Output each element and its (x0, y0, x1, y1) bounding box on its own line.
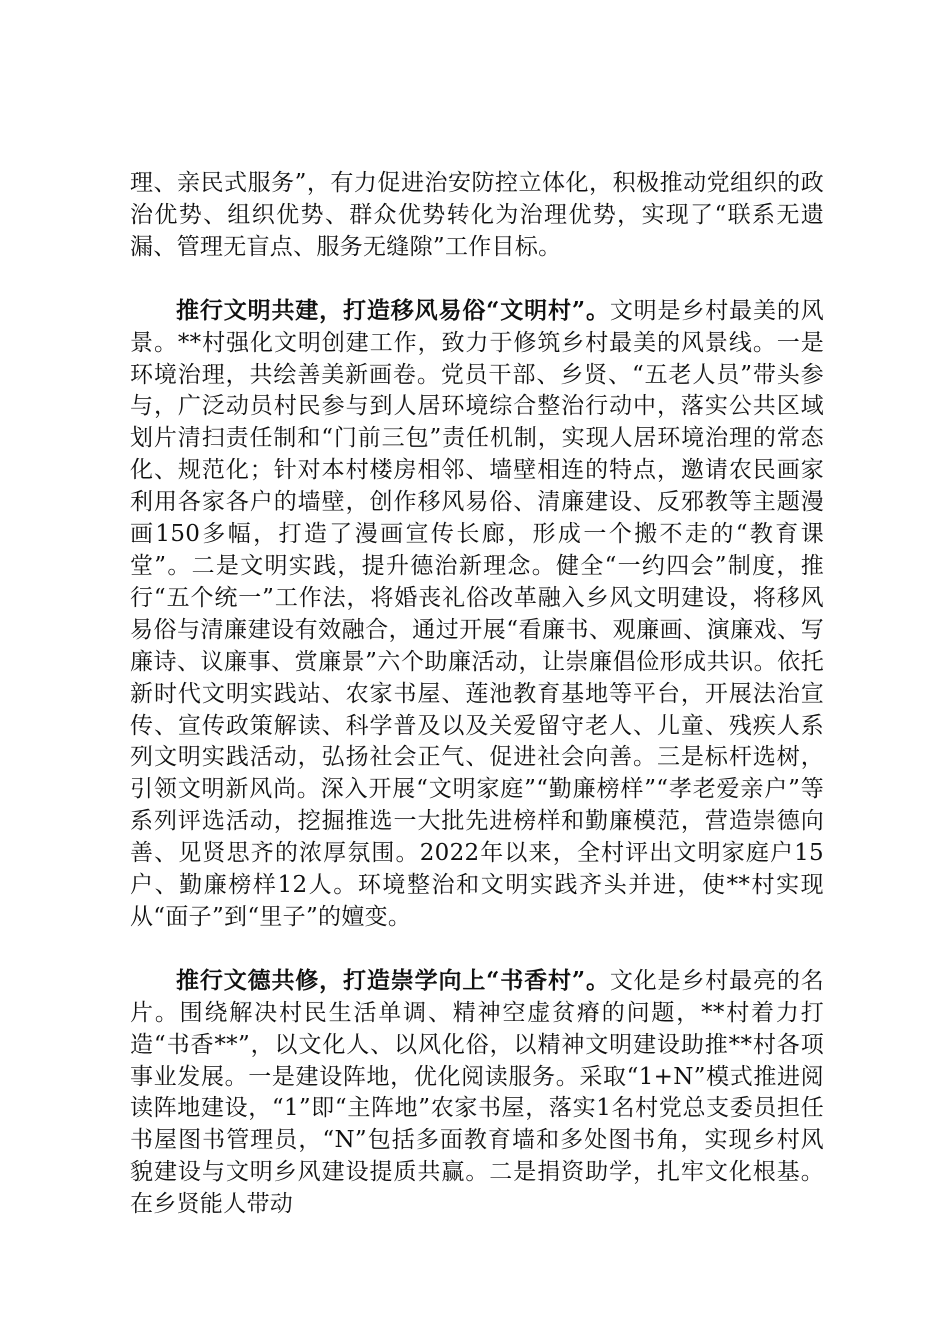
paragraph-body: 文明是乡村最美的风景。**村强化文明创建工作，致力于修筑乡村最美的风景线。一是环境治理，共绘善美新画卷。党员干部、乡贤、“五老人员”带头参与，广泛动员村民参与到人居环境综合整治行动中，落实公共区域划片清扫责任制和“门前三包”责任机制，实现人居环境治理的常态化、规范化；针对本村楼房相邻、墙壁相连的特点，邀请农民画家利用各家各户的墙壁，创作移风易俗、清廉建设、反邪教等主题漫画150多幅，打造了漫画宣传长廊，形成一个搬不走的“教育课堂”。二是文明实践，提升德治新理念。健全“一约四会”制度，推行“五个统一”工作法，将婚丧礼俗改革融入乡风文明建设，将移风易俗与清廉建设有效融合，通过开展“看廉书、观廉画、演廉戏、写廉诗、议廉事、赏廉景”六个助廉活动，让崇廉倡俭形成共识。依托新时代文明实践站、农家书屋、莲池教育基地等平台，开展法治宣传、宣传政策解读、科学普及以及关爱留守老人、儿童、残疾人系列文明实践活动，弘扬社会正气、促进社会向善。三是标杆选树，引领文明新风尚。深入开展“文明家庭”“勤廉榜样”“孝老爱亲户”等系列评选活动，挖掘推选一大批先进榜样和勤廉模范，营造崇德向善、见贤思齐的浓厚氛围。2022年以来，全村评出文明家庭户15户、勤廉榜样12人。环境整治和文明实践齐头并进，使**村实现从“面子”到“里子”的嬗变。 (130, 297, 824, 930)
paragraph-scholarly-village (130, 965, 824, 1221)
paragraph-civilization-village (130, 295, 824, 934)
paragraph-continuation (130, 168, 824, 264)
paragraph-body: 文化是乡村最亮的名片。围绕解决村民生活单调、精神空虚贫瘠的问题，**村着力打造“书香**”，以文化人、以风化俗，以精神文明建设助推**村各项事业发展。一是建设阵地，优化阅读服务。采取“1+N”模式推进阅读阵地建设，“1”即“主阵地”农家书屋，落实1名村党总支委员担任书屋图书管理员，“N”包括多面教育墙和多处图书角，实现乡村风貌建设与文明乡风建设提质共赢。二是捐资助学，扎牢文化根基。在乡贤能人带动 (130, 967, 824, 1218)
paragraph-heading: 推行文明共建，打造移风易俗“文明村”。 (176, 296, 610, 324)
paragraph-heading: 推行文德共修，打造崇学向上“书香村”。 (176, 966, 610, 994)
document-page (130, 168, 824, 1221)
paragraph-body: 理、亲民式服务”，有力促进治安防控立体化，积极推动党组织的政治优势、组织优势、群众优势转化为治理优势，实现了“联系无遗漏、管理无盲点、服务无缝隙”工作目标。 (130, 170, 824, 260)
